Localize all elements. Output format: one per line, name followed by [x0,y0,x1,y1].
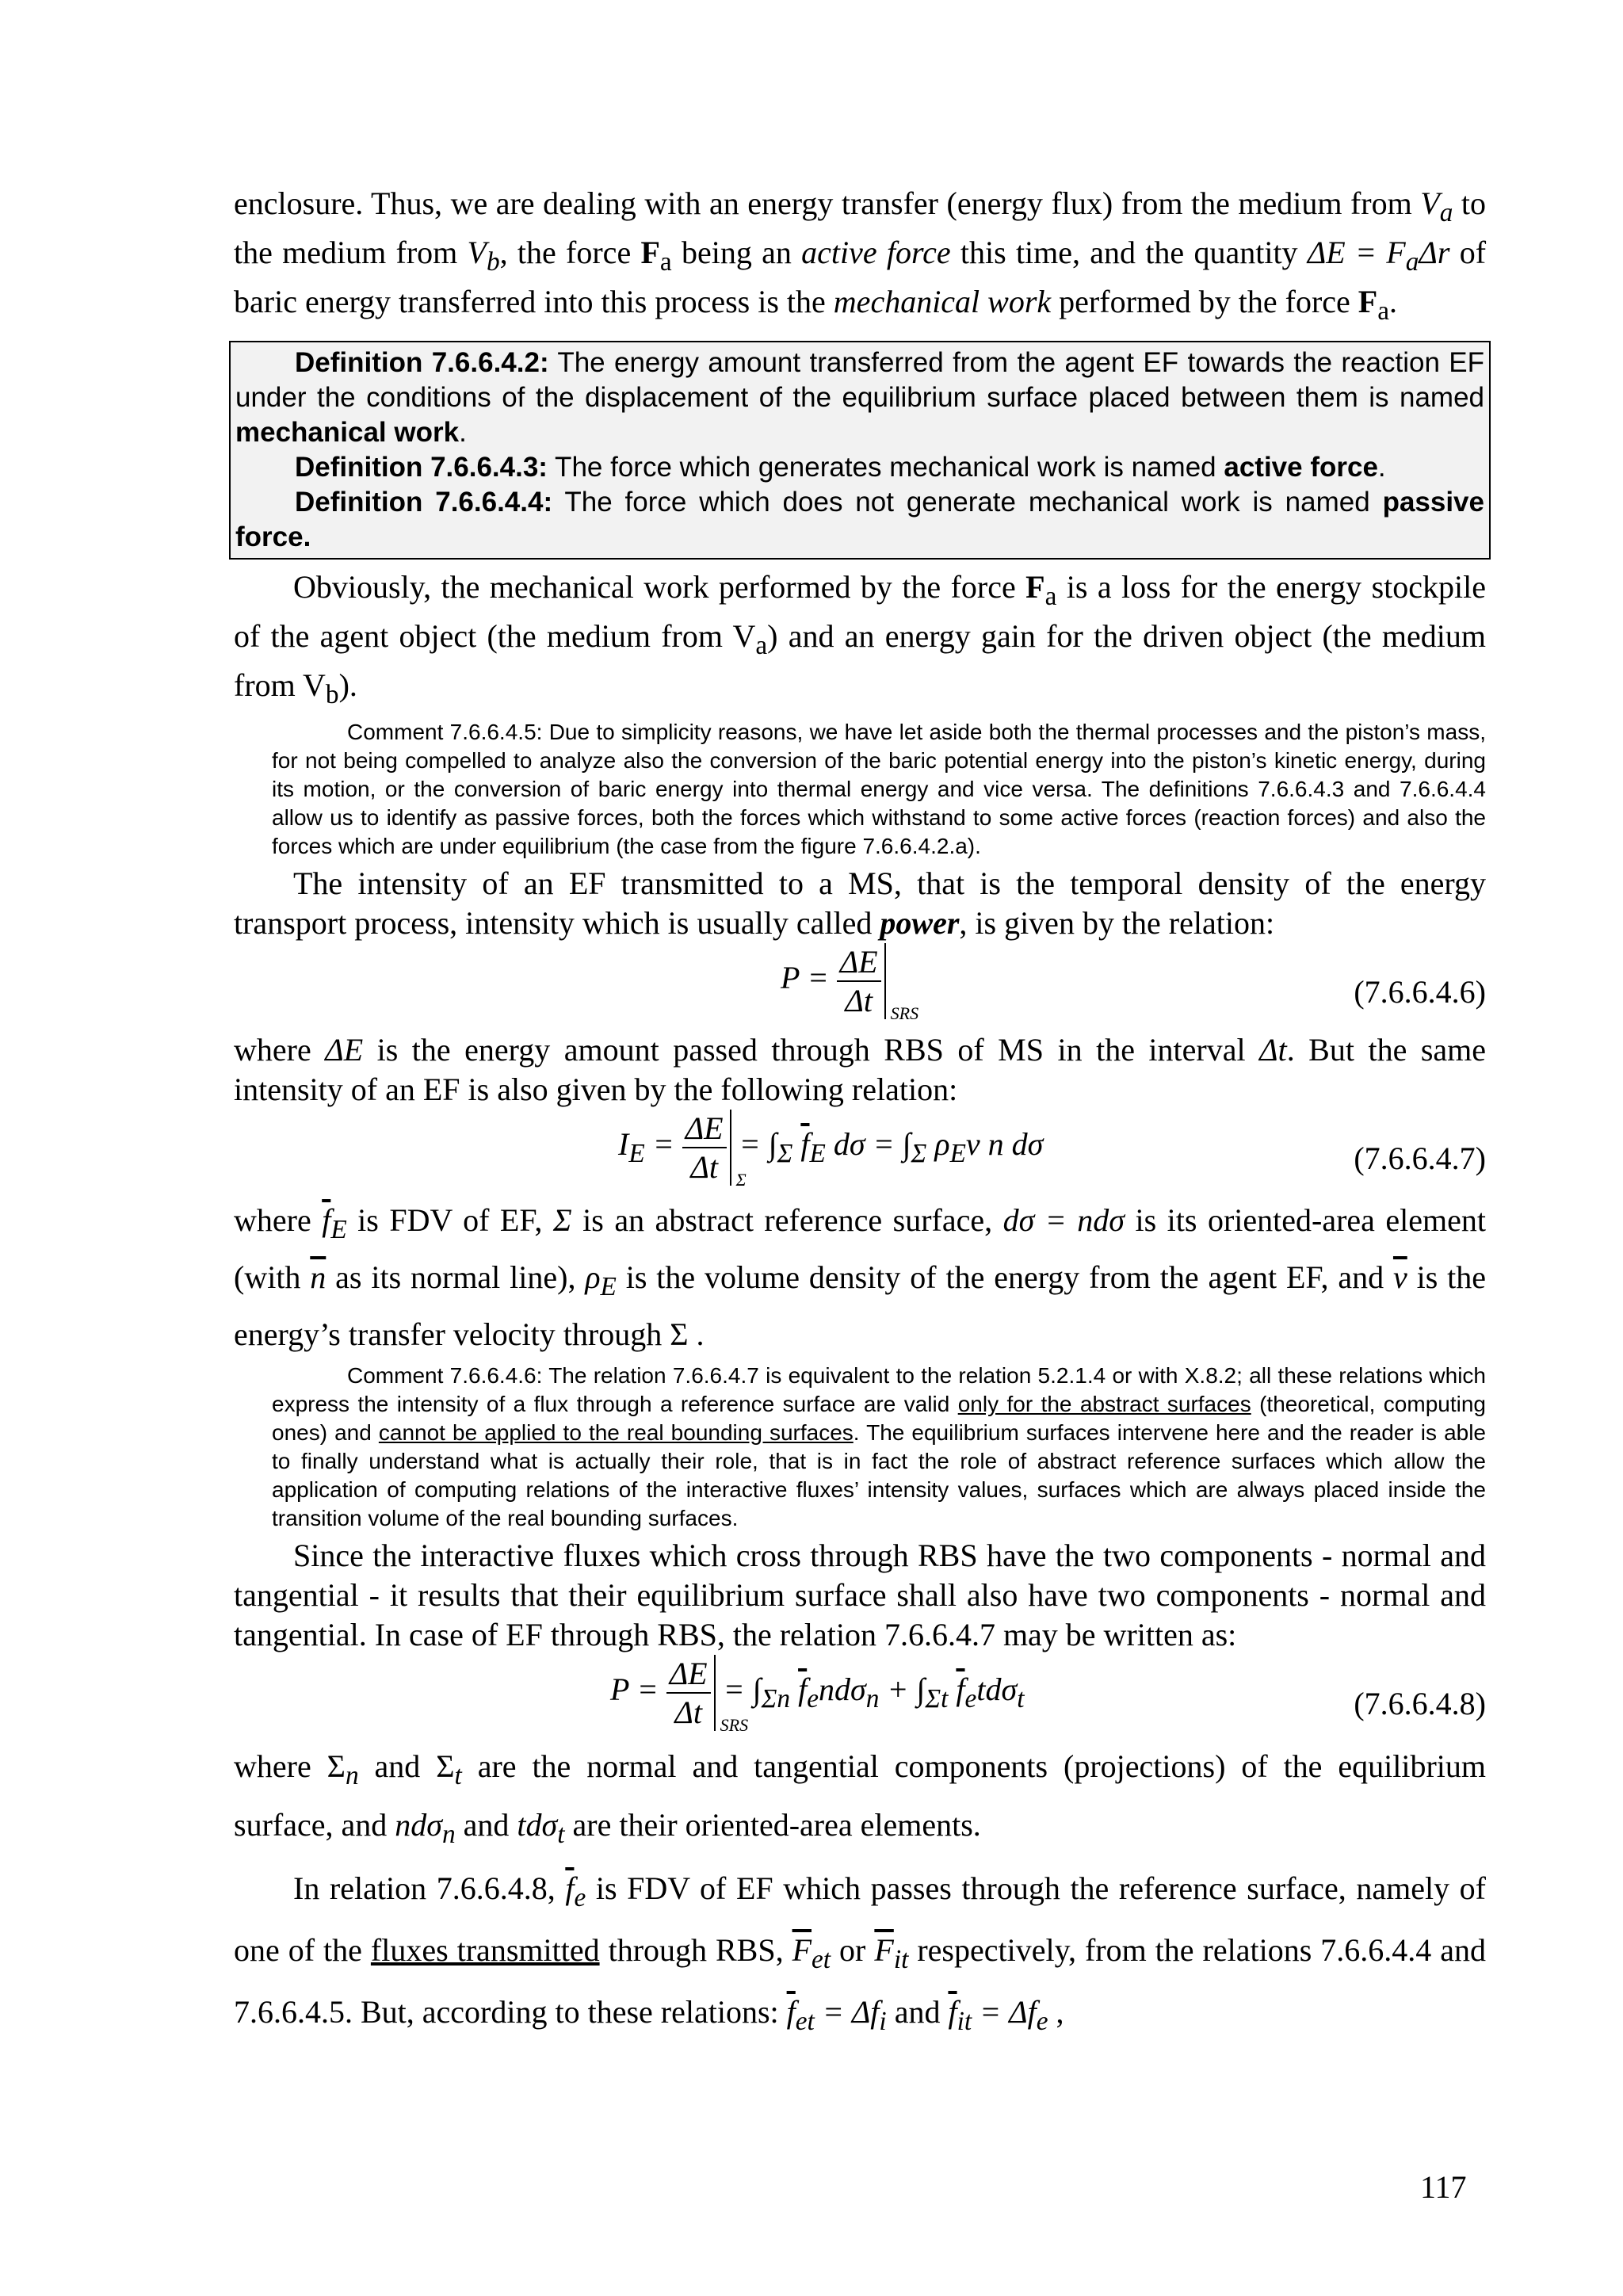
subscript: Σ [777,1139,793,1169]
symbol: Σ [436,1748,455,1784]
fraction [666,1655,711,1731]
page-content [234,184,1486,2048]
definition-mechanical-work [231,346,1484,450]
inline-formula: tdσ [517,1807,558,1843]
subscript: e [574,1883,586,1912]
evaluation-bar [714,1655,749,1735]
italic-term: active force [801,235,951,270]
text: ) and an energy gain for the driven object (the medium from V [234,618,1486,703]
vector-symbol: $\overline{f}$ [798,1671,808,1708]
definitions-box [229,341,1491,560]
text: through RBS, [599,1932,792,1968]
italic-term: mechanical work [833,284,1052,319]
text: . [688,1316,705,1352]
symbol: ndσ [818,1671,866,1708]
text: respectively, from the relations 7.6.6.4.4 and 7.6.6.4.5. But, according to these relations: [234,1932,1486,2030]
defined-term: mechanical work [235,417,460,448]
text: . [459,417,467,448]
subscript: it [957,2007,972,2036]
vector-symbol: $\overline{v}$ [1392,1259,1407,1295]
text: The force which generates mechanical work is named [547,452,1224,483]
symbol: ρ [585,1259,601,1295]
text: (theoretical, computing ones) and [272,1392,1486,1445]
text: this time, and the quantity [950,235,1308,270]
text: is the energy’s transfer velocity through [234,1259,1486,1352]
text: is the energy amount passed through RBS of MS in the interval [363,1032,1260,1068]
inline-formula: Δr [1419,235,1450,270]
vector-symbol: $\overline{n}$ [310,1259,327,1295]
equation-7-6-6-4-6 [234,943,1486,1030]
paragraph-intensity [234,864,1486,943]
inline-formula: ΔE = F [1307,235,1406,270]
comment-7-6-6-4-6 [272,1362,1486,1533]
text: enclosure. Thus, we are dealing with an energy transfer (energy flux) from the medium from [234,185,1421,221]
vector-symbol: $\overline{f}$ [948,1994,957,2030]
integral: dσ = ∫ [833,1126,911,1163]
text: V [467,235,487,270]
power-term: power [880,905,960,941]
fraction [837,943,881,1019]
numerator: ΔE [682,1110,727,1148]
text: , [1048,1994,1064,2030]
subscript: et [812,1945,831,1974]
equation-number: (7.6.6.4.8) [1354,1686,1486,1721]
text: In relation 7.6.6.4.8, [293,1870,566,1906]
text: . [1389,284,1398,319]
text: are their oriented-area elements. [564,1807,981,1843]
subscript: t [557,1820,565,1849]
subscript: t [454,1761,462,1790]
paragraph-in-relation [234,1862,1486,2048]
definition-passive-force [231,485,1484,555]
subscript: a [755,631,768,660]
text: are the normal and tangential components (projections) of the equilibrium surface, and [234,1748,1487,1843]
comment-7-6-6-4-5 [272,718,1486,861]
text: ). [338,667,357,703]
text: is an abstract reference surface, [571,1202,1003,1238]
symbol: Σ [327,1748,346,1784]
text: The force which does not generate mechanical work is named [552,487,1383,518]
equation-body [610,1655,1025,1735]
underlined-text: only for the abstract surfaces [957,1392,1251,1416]
force-symbol: F [1358,284,1378,319]
subscript: E [949,1139,966,1169]
text: and [455,1807,517,1843]
bar-subscript: SRS [890,1003,919,1023]
vector-symbol: $\overline{f}$ [956,1671,965,1708]
defined-term: active force [1224,452,1378,483]
text: , is given by the relation: [959,905,1275,941]
text: . The equilibrium surfaces intervene here and the reader is able to finally understand what is actually their role, that is in fact the role of abstract reference surfaces which allow the application of computing relations of the interactive fluxes’ intensity values, surfaces which are always placed inside the transition volume of the real bounding surfaces. [272,1420,1487,1530]
text: being an [671,235,802,270]
equation-number: (7.6.6.4.6) [1354,974,1486,1010]
text: Comment 7.6.6.4.6: The relation 7.6.6.4.7 is equivalent to the relation 5.2.1.4 or with X.8.2; all these relations which express the intensity of a flux through a reference surface are valid [272,1363,1486,1416]
subscript: n [345,1761,359,1790]
subscript: a [1405,247,1419,277]
fraction [682,1110,727,1186]
evaluation-bar [884,943,919,1023]
inline-formula: = Δf [972,1994,1037,2030]
subscript: e [807,1684,819,1714]
subscript: E [600,1272,617,1301]
text: Obviously, the mechanical work performed by the force [293,569,1026,605]
equation-lhs: I [618,1126,629,1163]
subscript: e [1036,2007,1048,2036]
subscript: Σ [911,1139,927,1169]
vector-symbol: $\overline{F}$ [792,1932,812,1968]
subscript: e [964,1684,977,1714]
paragraph-where-fe [234,1197,1486,1358]
numerator: ΔE [837,943,881,982]
text: is its oriented-area element (with [234,1202,1486,1295]
subscript: b [325,680,339,709]
inline-formula: dσ = ndσ [1002,1202,1125,1238]
subscript: a [1044,582,1057,611]
vector-symbol: $\overline{f}$ [565,1870,575,1906]
text: as its normal line), [326,1259,586,1295]
paragraph-energy-transfer [234,184,1486,331]
subscript: a [1377,296,1390,326]
definition-label: Definition 7.6.6.4.2: [295,347,549,378]
equation-7-6-6-4-8 [234,1655,1486,1742]
vector-symbol: $\overline{f}$ [800,1126,810,1163]
text: = [644,1126,674,1163]
text: is FDV of EF, [346,1202,553,1238]
text: is the volume density of the energy from the agent EF, and [616,1259,1393,1295]
numerator: ΔE [666,1655,711,1694]
subscript: n [865,1684,880,1714]
page-number: 117 [1420,2169,1467,2205]
definition-active-force [231,450,1484,485]
evaluation-bar [730,1110,747,1190]
equation-number: (7.6.6.4.7) [1354,1140,1486,1176]
underlined-text: fluxes transmitted [370,1932,600,1968]
symbol: Δt [1259,1032,1287,1068]
symbol: Σ [552,1202,572,1238]
defined-term: passive force. [235,487,1484,552]
paragraph-where-delta-e [234,1030,1486,1110]
text: and [358,1748,437,1784]
comment-text: Comment 7.6.6.4.5: Due to simplicity reasons, we have let aside both the thermal processes and the piston’s mass, for not being compelled to analyze also the conversion of the baric potential energy into the piston’s kinetic energy, during its motion, or the conversion of baric energy into thermal energy and vice versa. The definitions 7.6.6.4.3 and 7.6.6.4.4 allow us to identify as passive forces, both the forces which withstand to some active forces (reaction forces) and also the forces which are under equilibrium (the case from the figure 7.6.6.4.2.a). [272,720,1486,858]
subscript: E [809,1139,826,1169]
subscript: a [659,247,672,277]
text: performed by the force [1051,284,1358,319]
subscript: Σt [925,1684,949,1714]
subscript: it [893,1945,909,1974]
integral: = ∫ [739,1126,777,1163]
subscript: E [628,1139,645,1169]
comment-text [272,1362,1486,1533]
subscript: n [441,1820,456,1849]
vector-symbol: $\overline{f}$ [322,1202,331,1238]
symbol: tdσ [976,1671,1018,1708]
subscript: E [330,1215,347,1244]
text: , the force [499,235,641,270]
text: of baric energy transferred into this process is the [234,235,1487,319]
integral: + ∫ [887,1671,926,1708]
subscript: a [1439,198,1453,227]
equation-body [781,943,919,1023]
inline-formula: = Δf [814,1994,880,2030]
text: where [234,1032,326,1068]
bar-subscript: Σ [735,1170,747,1190]
denominator: Δt [690,1149,718,1185]
symbol: ρ [934,1126,950,1163]
vector-symbol: $\overline{F}$ [874,1932,894,1968]
inline-formula: ndσ [395,1807,442,1843]
subscript: Σn [761,1684,791,1714]
definition-label: Definition 7.6.6.4.4: [295,487,553,518]
text: is FDV of EF which passes through the reference surface, namely of one of the [234,1870,1486,1968]
text: where [234,1748,327,1784]
subscript: et [795,2007,815,2036]
text: . But the same intensity of an EF is also given by the following relation: [234,1032,1487,1107]
equation-7-6-6-4-7 [234,1110,1486,1197]
symbol: v n dσ [965,1126,1044,1163]
denominator: Δt [674,1694,702,1730]
vector-symbol: $\overline{f}$ [786,1994,796,2030]
force-symbol: F [640,235,660,270]
text: is a loss for the energy stockpile of the agent object (the medium from V [234,569,1486,654]
text: The energy amount transferred from the agent EF towards the reaction EF under the conditions of the displacement of the equilibrium surface placed between them is named [235,347,1485,413]
text: to the medium from [234,185,1486,270]
paragraph-where-sigma [234,1742,1486,1859]
equation-lhs: P = [610,1671,659,1708]
symbol: Σ [670,1316,689,1352]
definition-label: Definition 7.6.6.4.3: [295,452,548,483]
subscript: t [1017,1684,1025,1714]
paragraph-interactive-fluxes: Since the interactive fluxes which cross through RBS have the two components - normal and tangential - it results that their equilibrium surface shall also have two components - normal and tangential. In case of EF through RBS, the relation 7.6.6.4.7 may be written as: [234,1538,1486,1652]
subscript: b [486,247,500,277]
paragraph-obviously [234,567,1486,715]
underlined-text: cannot be applied to the real bounding surfaces [378,1420,854,1445]
force-symbol: F [1025,569,1045,605]
bar-subscript: SRS [720,1715,749,1735]
integral: = ∫ [723,1671,762,1708]
equation-lhs: P = [781,960,829,996]
text: . [1377,452,1386,483]
text: The intensity of an EF transmitted to a MS, that is the temporal density of the energy transport process, intensity which is usually called [234,865,1486,941]
text: or [831,1932,875,1968]
symbol: ΔE [325,1032,364,1068]
equation-body [618,1110,1044,1190]
denominator: Δt [845,983,873,1018]
text: where [234,1202,323,1238]
subscript: i [879,2007,887,2036]
text: V [1420,185,1440,221]
text: and [886,1994,949,2030]
